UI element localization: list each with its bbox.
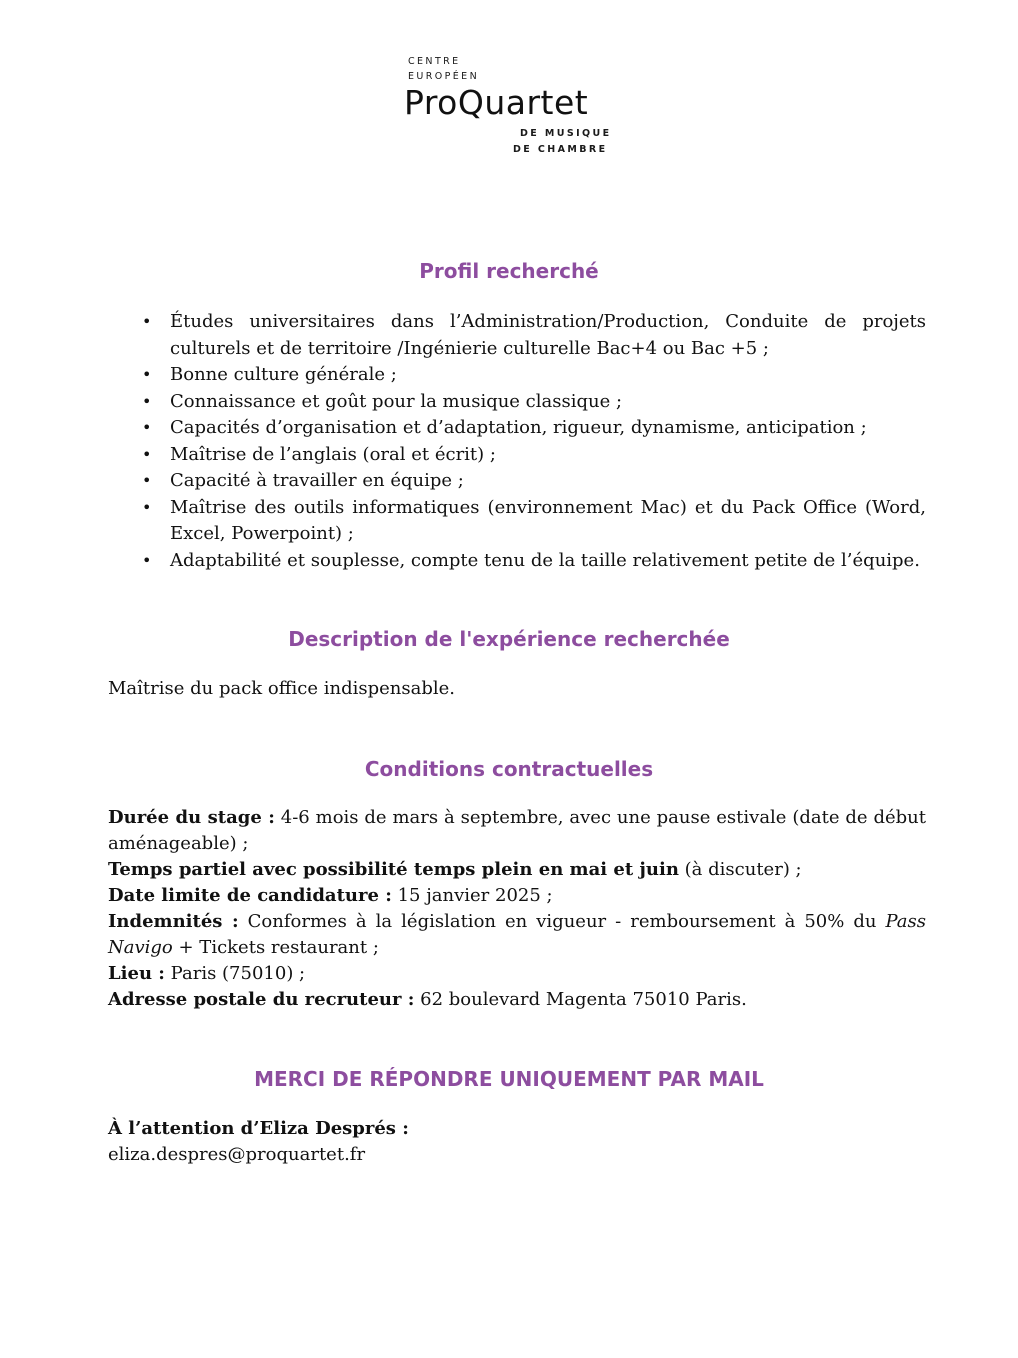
profile-list — [140, 309, 926, 574]
logo-line-centre: CENTRE — [408, 56, 461, 67]
experience-heading: Description de l'expérience recherchée — [288, 627, 730, 651]
bullet-icon: • — [142, 497, 152, 517]
logo-line-musique: DE MUSIQUE — [520, 128, 612, 139]
conditions-heading: Conditions contractuelles — [364, 757, 654, 781]
proquartet-logo — [404, 56, 636, 160]
profile-item: • Capacités d’organisation et d’adaptation, rigueur, dynamisme, anticipation ; — [140, 415, 926, 442]
profile-item: • Études universitaires dans l’Administration/Production, Conduite de projets culturels et de territoire /Ingénierie culturelle Bac+4 ou Bac +5 ; — [142, 311, 926, 359]
condition-pay: Indemnités : Conformes à la législation en vigueur - remboursement à 50% du Pass Navigo + Tickets restaurant ; — [108, 911, 926, 958]
mail-heading: MERCI DE RÉPONDRE UNIQUEMENT PAR MAIL — [254, 1067, 764, 1091]
bullet-icon: • — [142, 550, 152, 570]
contact-email[interactable]: eliza.despres@proquartet.fr — [108, 1144, 366, 1165]
profile-item: • Bonne culture générale ; — [140, 362, 926, 389]
bullet-icon: • — [142, 312, 152, 331]
bullet-icon: • — [142, 444, 152, 464]
profile-heading: Profil recherché — [419, 259, 599, 283]
profile-item: • Maîtrise de l’anglais (oral et écrit) ; — [140, 442, 926, 469]
condition-deadline: Date limite de candidature : 15 janvier 2025 ; — [108, 885, 553, 906]
profile-item: • Adaptabilité et souplesse, compte tenu de la taille relativement petite de l’équipe. — [140, 548, 926, 575]
condition-address: Adresse postale du recruteur : 62 boulevard Magenta 75010 Paris. — [108, 989, 747, 1010]
contact-block — [108, 1116, 926, 1168]
conditions-block — [108, 805, 926, 1013]
experience-text: Maîtrise du pack office indispensable. — [108, 678, 456, 699]
condition-place: Lieu : Paris (75010) ; — [108, 963, 306, 984]
contact-attention: À l’attention d’Eliza Després : — [108, 1118, 409, 1139]
bullet-icon: • — [142, 418, 152, 437]
logo-line-chambre: DE CHAMBRE — [513, 144, 608, 155]
bullet-icon: • — [142, 391, 152, 411]
condition-parttime: Temps partiel avec possibilité temps plein en mai et juin (à discuter) ; — [108, 859, 802, 880]
bullet-icon: • — [142, 365, 152, 384]
profile-item: • Maîtrise des outils informatiques (environnement Mac) et du Pack Office (Word, Excel, Powerpoint) ; — [142, 496, 926, 544]
logo-line-europeen: EUROPÉEN — [408, 71, 480, 82]
profile-item: • Capacité à travailler en équipe ; — [140, 468, 926, 495]
logo-brand: ProQuartet — [404, 83, 589, 122]
bullet-icon: • — [142, 471, 152, 490]
profile-item: • Connaissance et goût pour la musique classique ; — [140, 389, 926, 416]
condition-duration: Durée du stage : 4-6 mois de mars à septembre, avec une pause estivale (date de début aménageable) ; — [108, 807, 926, 854]
